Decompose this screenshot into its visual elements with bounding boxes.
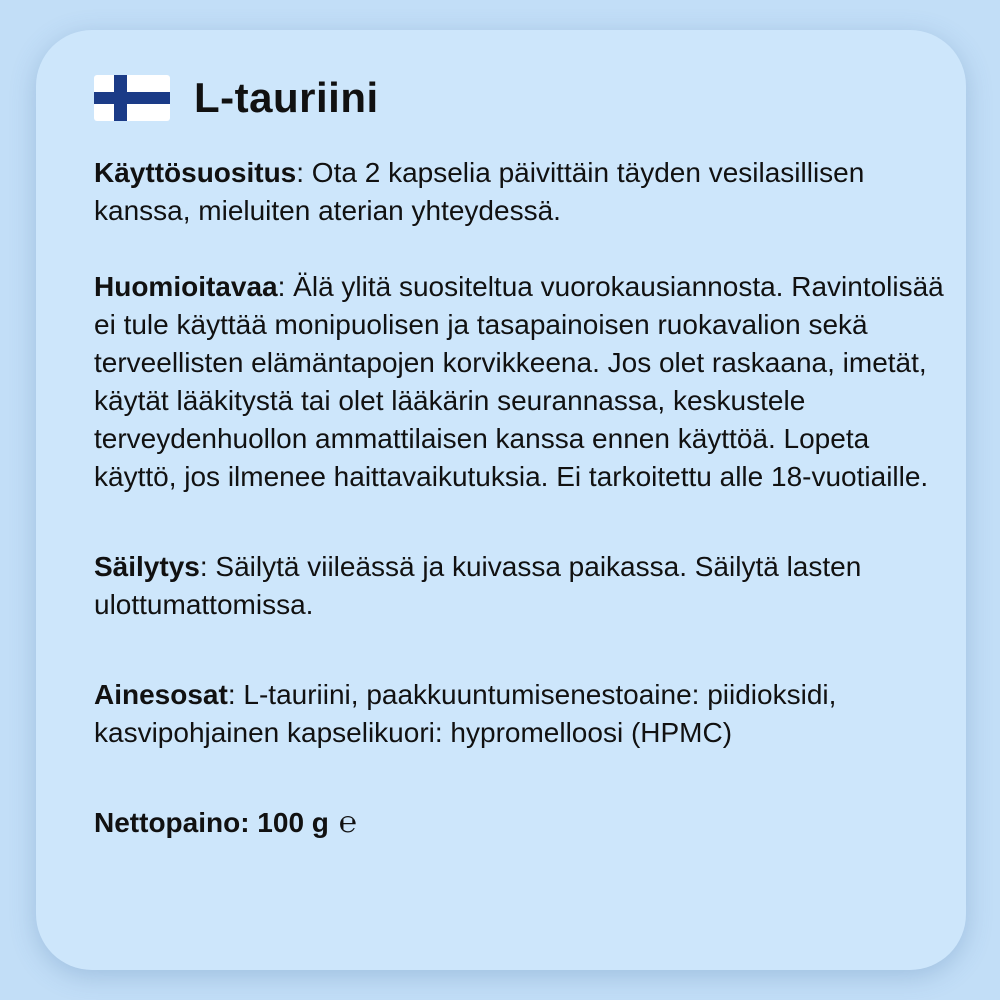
net-weight-text: Nettopaino: 100 g bbox=[94, 807, 329, 838]
page-title: L-tauriini bbox=[194, 74, 379, 121]
warnings-text: : Älä ylitä suositeltua vuorokausiannosta. Ravintolisää ei tule käyttää monipuolisen ja tasapainoisen ruokavalion sekä terveellisten elämäntapojen korvikkeena. Jos olet raskaana, imetät, käytät lääkitystä tai olet lääkärin seurannassa, keskustele terveydenhuollon ammattilaisen kanssa ennen käyttöä. Lopeta käyttö, jos ilmenee haittavaikutuksia. Ei tarkoitettu alle 18-vuotiaille. bbox=[94, 271, 944, 492]
usage-label: Käyttösuositus bbox=[94, 157, 297, 188]
storage-label: Säilytys bbox=[94, 551, 200, 582]
warnings-section bbox=[94, 268, 944, 496]
storage-text: : Säilytä viileässä ja kuivassa paikassa. Säilytä lasten ulottumattomissa. bbox=[94, 551, 862, 620]
storage-section bbox=[94, 548, 944, 624]
usage-section bbox=[94, 154, 944, 230]
finland-flag-icon bbox=[94, 75, 170, 121]
product-info-card bbox=[36, 30, 966, 970]
usage-text: : Ota 2 kapselia päivittäin täyden vesilasillisen kanssa, mieluiten aterian yhteydessä. bbox=[94, 157, 865, 226]
ingredients-section bbox=[94, 676, 944, 752]
ingredients-label: Ainesosat bbox=[94, 679, 228, 710]
warnings-label: Huomioitavaa bbox=[94, 271, 278, 302]
net-weight bbox=[94, 804, 966, 842]
ingredients-text: : L-tauriini, paakkuuntumisenestoaine: piidioksidi, kasvipohjainen kapselikuori: hypromelloosi (HPMC) bbox=[94, 679, 837, 748]
header bbox=[94, 70, 966, 126]
estimated-sign-icon: ℮ bbox=[338, 805, 357, 840]
